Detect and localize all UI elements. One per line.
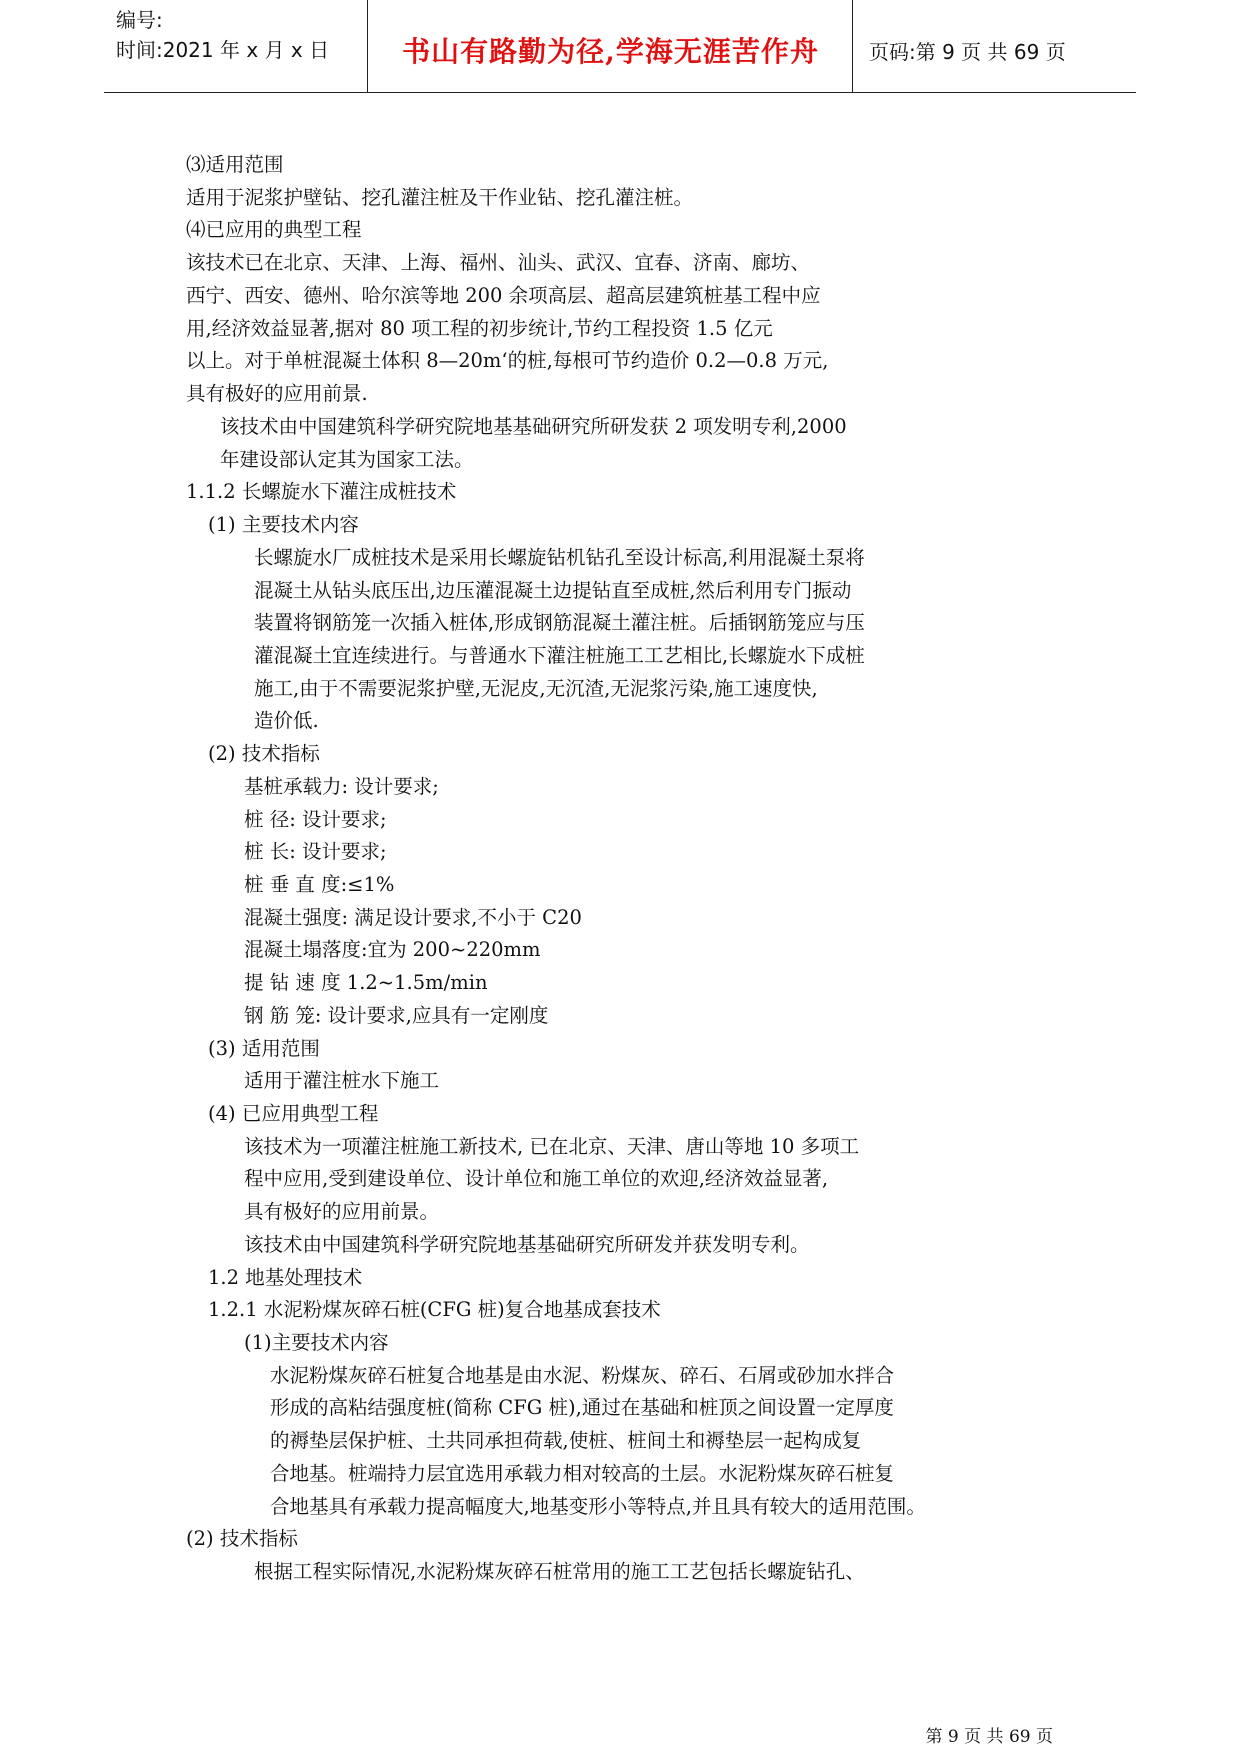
body-line: 造价低. [254, 709, 319, 732]
body-line: 适用于灌注桩水下施工 [244, 1069, 440, 1092]
body-line: 长螺旋水厂成桩技术是采用长螺旋钻机钻孔至设计标高,利用混凝土泵将 [254, 546, 865, 569]
spec-line: 桩 径: 设计要求; [244, 808, 387, 831]
section-heading: 1.2.1 水泥粉煤灰碎石桩(CFG 桩)复合地基成套技术 [208, 1298, 661, 1321]
spec-line: 提 钻 速 度 1.2~1.5m/min [244, 971, 488, 994]
body-line: 程中应用,受到建设单位、设计单位和施工单位的欢迎,经济效益显著, [244, 1167, 829, 1190]
body-line: 该技术已在北京、天津、上海、福州、汕头、武汉、宜春、济南、廊坊、 [186, 251, 811, 274]
body-line: 水泥粉煤灰碎石桩复合地基是由水泥、粉煤灰、碎石、石屑或砂加水拌合 [270, 1364, 895, 1387]
body-line: 以上。对于单桩混凝土体积 8—20m‘的桩,每根可节约造价 0.2—0.8 万元, [186, 349, 829, 372]
date-label: 时间:2021 年 x 月 x 日 [116, 38, 330, 62]
body-line: 该技术由中国建筑科学研究院地基基础研究所研发并获发明专利。 [244, 1233, 810, 1256]
body-line: 年建设部认定其为国家工法。 [220, 448, 474, 471]
body-line: 装置将钢筋笼一次插入桩体,形成钢筋混凝土灌注桩。后插钢筋笼应与压 [254, 611, 865, 634]
body-line: 用,经济效益显著,据对 80 项工程的初步统计,节约工程投资 1.5 亿元 [186, 317, 773, 340]
spec-line: 基桩承载力: 设计要求; [244, 775, 439, 798]
body-line: 混凝土从钻头底压出,边压灌混凝土边提钻直至成桩,然后利用专门振动 [254, 579, 852, 602]
subsection-heading: (2) 技术指标 [186, 1527, 298, 1550]
serial-label: 编号: [116, 8, 163, 32]
body-line: 合地基。桩端持力层宜选用承载力相对较高的土层。水泥粉煤灰碎石桩复 [270, 1462, 895, 1485]
body-line: 的褥垫层保护桩、土共同承担荷载,使桩、桩间土和褥垫层一起构成复 [270, 1429, 862, 1452]
body-line: 施工,由于不需要泥浆护壁,无泥皮,无沉渣,无泥浆污染,施工速度快, [254, 677, 818, 700]
body-line: ⑶适用范围 [186, 153, 284, 176]
body-line: 具有极好的应用前景。 [244, 1200, 440, 1223]
body-line: 合地基具有承载力提高幅度大,地基变形小等特点,并且具有较大的适用范围。 [270, 1495, 926, 1518]
body-line: 具有极好的应用前景. [186, 382, 368, 405]
spec-line: 混凝土强度: 满足设计要求,不小于 C20 [244, 906, 582, 929]
body-line: 灌混凝土宜连续进行。与普通水下灌注桩施工工艺相比,长螺旋水下成桩 [254, 644, 865, 667]
body-line: 西宁、西安、德州、哈尔滨等地 200 余项高层、超高层建筑桩基工程中应 [186, 284, 821, 307]
subsection-heading: (1) 主要技术内容 [208, 513, 359, 536]
subsection-heading: (4) 已应用典型工程 [208, 1102, 379, 1125]
body-line: 适用于泥浆护壁钻、挖孔灌注桩及干作业钻、挖孔灌注桩。 [186, 186, 694, 209]
header-page-label: 页码:第 9 页 共 69 页 [869, 40, 1066, 64]
spec-line: 桩 长: 设计要求; [244, 840, 387, 863]
body-line: 形成的高粘结强度桩(简称 CFG 桩),通过在基础和桩顶之间设置一定厚度 [270, 1396, 894, 1419]
subsection-heading: (2) 技术指标 [208, 742, 320, 765]
motto: 书山有路勤为径,学海无涯苦作舟 [402, 35, 819, 68]
body-line: 该技术由中国建筑科学研究院地基基础研究所研发获 2 项发明专利,2000 [220, 415, 847, 438]
subsection-heading: (3) 适用范围 [208, 1037, 320, 1060]
section-heading: 1.2 地基处理技术 [208, 1266, 363, 1289]
body-line: 该技术为一项灌注桩施工新技术, 已在北京、天津、唐山等地 10 多项工 [244, 1135, 860, 1158]
page-footer: 第 9 页 共 69 页 [925, 1727, 1053, 1747]
spec-line: 钢 筋 笼: 设计要求,应具有一定刚度 [244, 1004, 549, 1027]
subsection-heading: (1)主要技术内容 [244, 1331, 389, 1354]
body-line: 根据工程实际情况,水泥粉煤灰碎石桩常用的施工工艺包括长螺旋钻孔、 [254, 1560, 865, 1583]
spec-line: 桩 垂 直 度:≤1% [244, 873, 395, 896]
spec-line: 混凝土塌落度:宜为 200~220mm [244, 938, 541, 961]
section-heading: 1.1.2 长螺旋水下灌注成桩技术 [186, 480, 457, 503]
body-line: ⑷已应用的典型工程 [186, 218, 362, 241]
